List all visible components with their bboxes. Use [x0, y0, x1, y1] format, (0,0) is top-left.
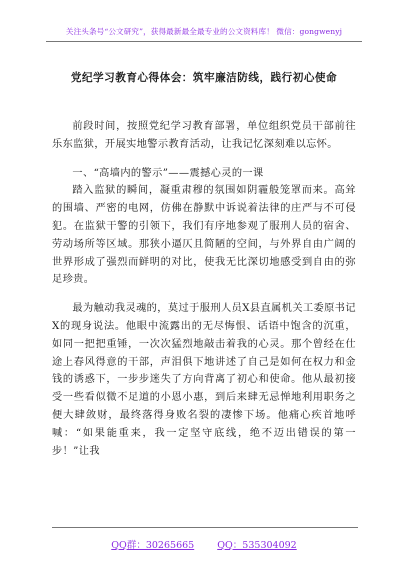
paragraph-prison-visit: 踏入监狱的瞬间，凝重肃穆的氛围如阴霾般笼罩而来。高耸的围墙、严密的电网，仿佛在静默中诉说着法律的庄严与不可侵犯。在监狱干警的引领下，我们有序地参观了服刑人员的宿舍、劳动场所等区域。那狭小逼仄且简陋的空间，与外界自由广阔的世界形成了强烈而鲜明的对比，使我无比深切地感受到自由的弥足珍贵。	[52, 185, 356, 286]
page-footer	[0, 537, 408, 551]
footer-divider	[52, 527, 358, 528]
document-title: 党纪学习教育心得体会：筑牢廉洁防线，践行初心使命	[70, 72, 338, 84]
document-body	[52, 118, 356, 460]
paragraph-intro: 前段时间，按照党纪学习教育部署，单位组织党员干部前往乐东监狱，开展实地警示教育活动，让我记忆深刻难以忘怀。	[52, 121, 356, 150]
qq-group-link[interactable]: QQ群：30265665	[111, 540, 195, 551]
page-header: 关注头条号“公文研究”，获得最新最全最专业的公文资料库！ 微信：gongwenyj	[65, 27, 343, 36]
qq-contact-link[interactable]: QQ：535304092	[217, 540, 297, 551]
header-divider	[46, 41, 362, 42]
paragraph-testimony: 最为触动我灵魂的，莫过于服刑人员X县直属机关工委原书记X的现身说法。他眼中流露出的无尽悔恨、话语中饱含的沉重，如同一把把重锤，一次次猛烈地敲击着我的心灵。那个曾经在仕途上春风得意的干部，声泪俱下地讲述了自己是如何在权力和金钱的诱惑下，一步步迷失了方向背离了初心和使命。他从最初接受一些看似微不足道的小恩小惠，到后来肆无忌惮地利用职务之便大肆敛财，最终落得身败名裂的凄惨下场。他痛心疾首地呼喊：“如果能重来，我一定坚守底线，绝不迈出错误的第一步！”让我	[52, 303, 356, 457]
section-heading: 一、“高墙内的警示”——震撼心灵的一课	[72, 167, 264, 179]
